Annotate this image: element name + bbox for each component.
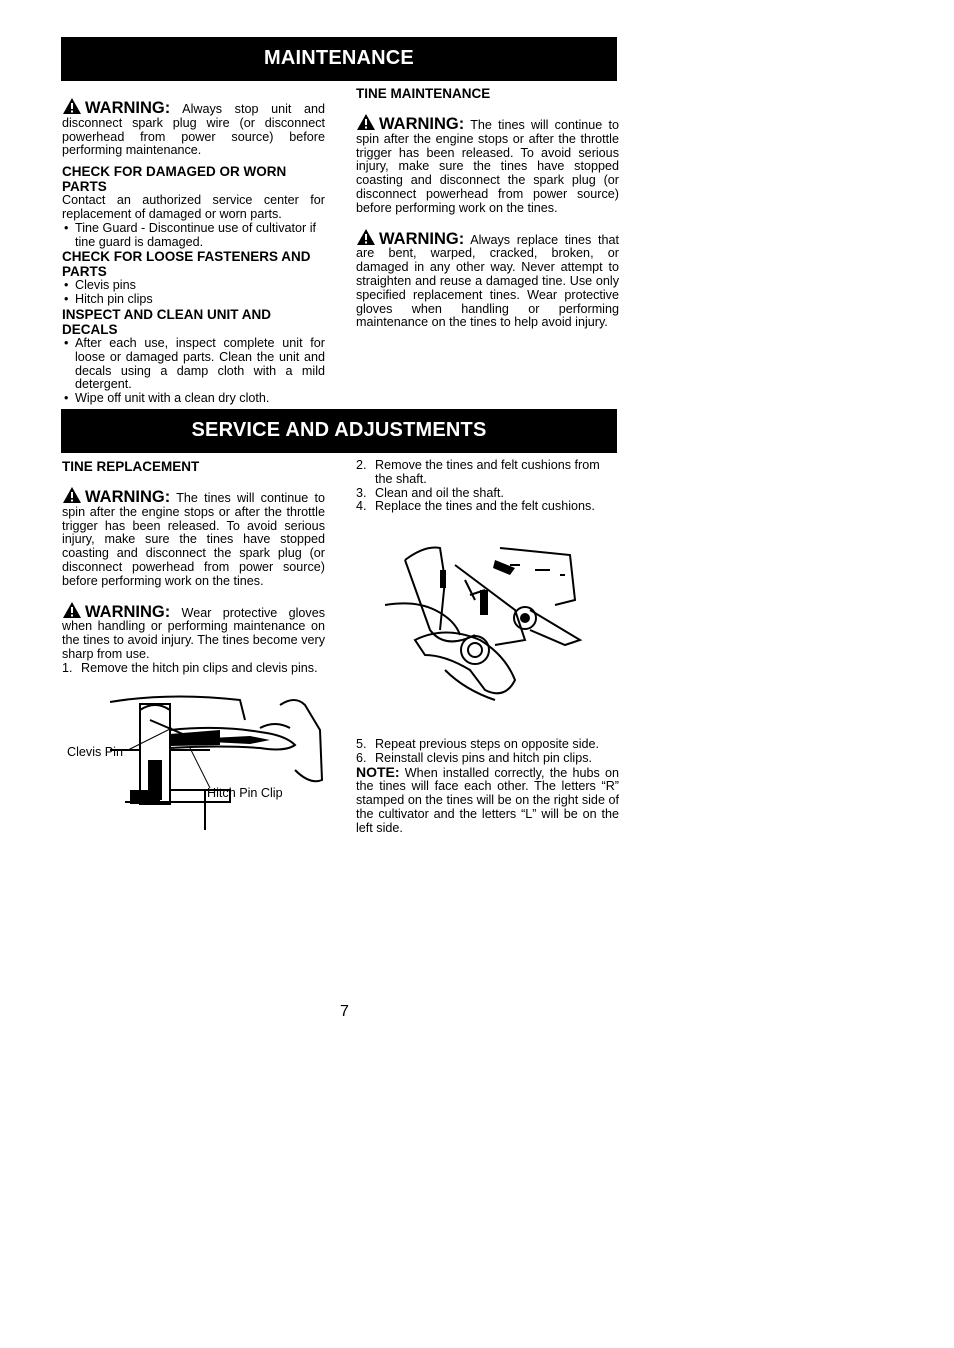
warning-label: WARNING: xyxy=(85,488,171,506)
service-right-bottom xyxy=(356,738,619,836)
list-item: • Wipe off unit with a clean dry cloth. xyxy=(62,392,325,406)
step-number: 4. xyxy=(356,499,367,514)
steps-list-a xyxy=(62,662,325,676)
maintenance-banner: MAINTENANCE xyxy=(61,37,617,81)
note-label: NOTE: xyxy=(356,763,400,780)
list-item: • After each use, inspect complete unit for loose or damaged parts. Clean the unit and decals using a damp cloth with a mild detergent. xyxy=(62,337,325,392)
tine-maintenance-column xyxy=(356,86,619,330)
warning-replace-tines xyxy=(356,228,619,331)
warning-tines-spin xyxy=(356,113,619,216)
warning-text: Wear protective gloves when handling or performing maintenance on the tines to avoid injury. The tines become very sharp from use. xyxy=(62,605,325,661)
warning-stop-unit xyxy=(62,97,325,158)
clevis-pin-label: Clevis Pin xyxy=(67,745,123,759)
step-number: 3. xyxy=(356,485,367,500)
list-item xyxy=(356,500,619,514)
steps-list-b xyxy=(356,459,619,514)
list-item xyxy=(356,738,619,752)
warning-triangle-icon xyxy=(62,601,82,619)
inspect-heading: INSPECT AND CLEAN UNIT AND DECALS xyxy=(62,306,271,337)
warning-triangle-icon xyxy=(356,228,376,246)
step-number: 1. xyxy=(62,660,73,675)
damaged-heading: CHECK FOR DAMAGED OR WORN PARTS xyxy=(62,164,287,195)
step-number: 2. xyxy=(356,458,367,472)
hitch-pin-clip-label: Hitch Pin Clip xyxy=(207,786,283,800)
list-item xyxy=(62,662,325,676)
step-text: Remove the tines and felt cushions from the shaft. xyxy=(375,458,600,486)
tine-replacement-heading: TINE REPLACEMENT xyxy=(62,459,200,474)
warning-text: The tines will continue to spin after the engine stops or after the throttle trigger has been released. To avoid serious injury, make sure the tines have stopped coasting and disconnect the spark plug (or disconnect powerhead from power source) before performing work on the tines. xyxy=(356,118,619,215)
inspect-list xyxy=(62,337,325,406)
warning-triangle-icon xyxy=(62,97,82,115)
service-right-column xyxy=(356,459,619,514)
loose-list xyxy=(62,279,325,307)
warning-triangle-icon xyxy=(62,486,82,504)
step-text: Repeat previous steps on opposite side. xyxy=(375,737,600,751)
list-item: • Hitch pin clips xyxy=(62,293,325,307)
tine-maintenance-heading: TINE MAINTENANCE xyxy=(356,86,491,101)
service-left-column xyxy=(62,459,325,676)
step-number: 5. xyxy=(356,737,367,751)
warning-label: WARNING: xyxy=(379,229,465,248)
warning-text: The tines will continue to spin after the engine stops or after the throttle trigger has been released. To avoid serious injury, make sure the tines have stopped coasting and disconnect the spark plug (or disconnect powerhead from power source) before performing work on the tines. xyxy=(62,491,325,588)
step-text: Clean and oil the shaft. xyxy=(375,485,504,500)
steps-list-c xyxy=(356,738,619,766)
list-item xyxy=(356,487,619,501)
list-item: • Tine Guard - Discontinue use of cultivator if tine guard is damaged. xyxy=(62,222,325,250)
warning-triangle-icon xyxy=(356,113,376,131)
step-text: Remove the hitch pin clips and clevis pins. xyxy=(81,660,318,675)
list-item xyxy=(356,752,619,766)
step-number: 6. xyxy=(356,750,367,765)
note-paragraph xyxy=(356,763,620,836)
list-item: • Clevis pins xyxy=(62,279,325,293)
warning-text: Always stop unit and disconnect spark plug wire (or disconnect powerhead from power source) before performing maintenance. xyxy=(62,102,325,158)
warning-gloves xyxy=(62,601,325,662)
warning-label: WARNING: xyxy=(85,602,171,621)
service-banner: SERVICE AND ADJUSTMENTS xyxy=(61,409,617,453)
warning-tines-spin xyxy=(62,486,325,589)
damaged-list xyxy=(62,222,325,250)
page-number: 7 xyxy=(340,1003,349,1020)
loose-heading: CHECK FOR LOOSE FASTENERS AND PARTS xyxy=(62,249,311,280)
clevis-pin-illustration xyxy=(110,690,330,835)
tine-replacement-illustration xyxy=(385,540,590,710)
damaged-text: Contact an authorized service center for replacement of damaged or worn parts. xyxy=(62,193,325,221)
warning-label: WARNING: xyxy=(379,115,465,133)
list-item xyxy=(356,459,619,487)
note-text: When installed correctly, the hubs on the tines will face each other. The letters “R” stamped on the tines will be on the right side of the cultivator and the letters “L” will be on the left side. xyxy=(356,765,620,835)
warning-label: WARNING: xyxy=(85,99,171,117)
step-text: Replace the tines and the felt cushions. xyxy=(375,499,595,514)
warning-text: Always replace tines that are bent, warped, cracked, broken, or damaged in any other way. Never attempt to straighten and reuse a damaged tine. Use only specified replacement tines. Wear protective gloves when handling or performing maintenance on the tines to help avoid injury. xyxy=(356,232,619,330)
maintenance-left-column xyxy=(62,97,325,406)
step-text: Reinstall clevis pins and hitch pin clips. xyxy=(375,750,592,765)
